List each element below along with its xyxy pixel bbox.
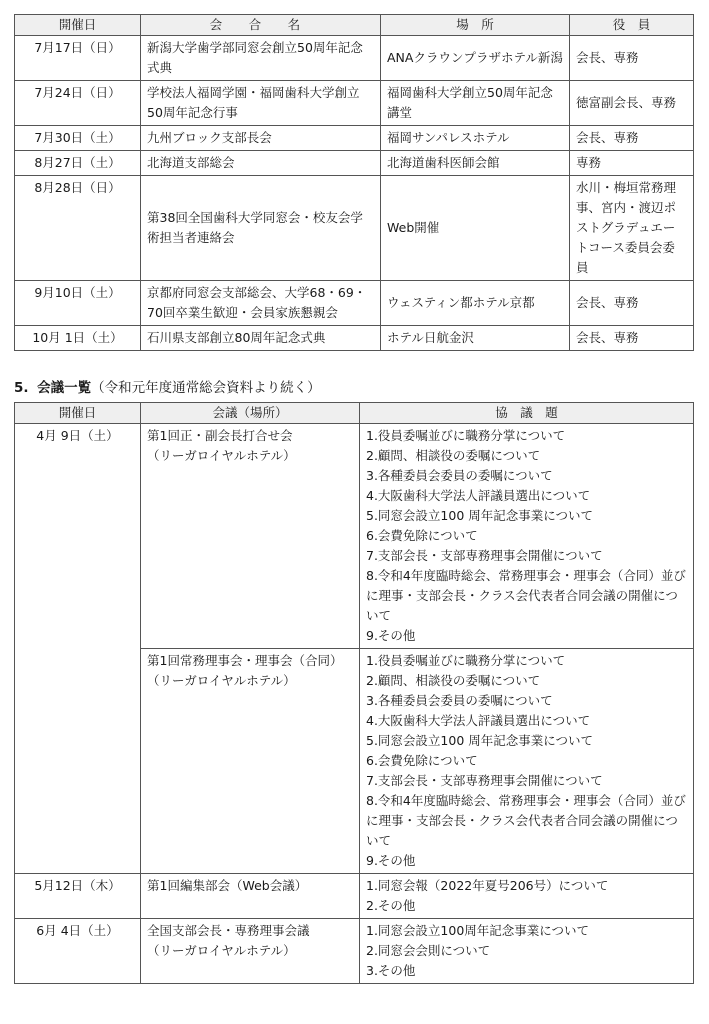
schedule-date: 8月27日（土） [15, 151, 141, 176]
agenda-cell [360, 919, 694, 984]
agenda-item: 1.役員委嘱並びに職務分掌について [366, 428, 566, 443]
schedule-row [15, 176, 694, 281]
schedule-row [15, 36, 694, 81]
meeting-name-cell [141, 874, 360, 919]
agenda-item: 5.同窓会設立100 周年記念事業について [366, 508, 594, 523]
meeting-name: 第1回編集部会（Web会議） [147, 878, 308, 893]
schedule-place: Web開催 [381, 176, 570, 281]
agenda-item: 6.会費免除について [366, 528, 478, 543]
meeting-name: 第1回正・副会長打合せ会 [147, 428, 293, 443]
agenda-item: 2.その他 [366, 898, 416, 913]
agenda-item: 1.役員委嘱並びに職務分掌について [366, 653, 566, 668]
meeting-row [15, 424, 694, 649]
agenda-item: 9.その他 [366, 628, 416, 643]
agenda-item: 3.各種委員会委員の委嘱について [366, 468, 553, 483]
schedule-place: ホテル日航金沢 [381, 326, 570, 351]
schedule-place: 福岡サンパレスホテル [381, 126, 570, 151]
schedule-row [15, 326, 694, 351]
schedule-place: ウェスティン都ホテル京都 [381, 281, 570, 326]
agenda-item: 2.同窓会会則について [366, 943, 491, 958]
meeting-venue: （リーガロイヤルホテル） [147, 943, 296, 958]
schedule-meeting: 新潟大学歯学部同窓会創立50周年記念式典 [141, 36, 381, 81]
agenda-cell [360, 649, 694, 874]
meetings-header-row [15, 403, 694, 424]
schedule-row [15, 281, 694, 326]
agenda-item: 3.各種委員会委員の委嘱について [366, 693, 553, 708]
meeting-date: 4月 9日（土） [15, 424, 141, 874]
agenda-item: 7.支部会長・支部専務理事会開催について [366, 773, 603, 788]
schedule-date: 7月30日（土） [15, 126, 141, 151]
schedule-date: 9月10日（土） [15, 281, 141, 326]
section-note: （令和元年度通常総会資料より続く） [91, 380, 321, 396]
schedule-row [15, 126, 694, 151]
meeting-row [15, 919, 694, 984]
schedule-meeting: 九州ブロック支部長会 [141, 126, 381, 151]
agenda-item: 8.令和4年度臨時総会、常務理事会・理事会（合同）並びに理事・支部会長・クラス会代表者合同会議の開催について [366, 568, 686, 623]
schedule-header-row [15, 15, 694, 36]
meeting-name-cell [141, 424, 360, 649]
meetings-table [14, 402, 694, 984]
section-heading [14, 378, 321, 398]
schedule-date: 8月28日（日） [15, 176, 141, 281]
schedule-row [15, 151, 694, 176]
schedule-officers: 徳富副会長、専務 [570, 81, 694, 126]
schedule-row [15, 81, 694, 126]
schedule-meeting: 第38回全国歯科大学同窓会・校友会学術担当者連絡会 [141, 176, 381, 281]
schedule-date: 10月 1日（土） [15, 326, 141, 351]
meeting-venue: （リーガロイヤルホテル） [147, 448, 296, 463]
agenda-item: 6.会費免除について [366, 753, 478, 768]
agenda-item: 2.顧問、相談役の委嘱について [366, 448, 541, 463]
header-officers: 役 員 [570, 15, 694, 36]
schedule-officers: 水川・梅垣常務理事、宮内・渡辺ポストグラデュエートコース委員会委員 [570, 176, 694, 281]
header-place: 場 所 [381, 15, 570, 36]
agenda-item: 8.令和4年度臨時総会、常務理事会・理事会（合同）並びに理事・支部会長・クラス会代表者合同会議の開催について [366, 793, 686, 848]
agenda-item: 3.その他 [366, 963, 416, 978]
meetings-body [15, 424, 694, 984]
header-date: 開催日 [15, 15, 141, 36]
header-agenda: 協 議 題 [360, 403, 694, 424]
schedule-meeting: 学校法人福岡学園・福岡歯科大学創立50周年記念行事 [141, 81, 381, 126]
schedule-body [15, 36, 694, 351]
schedule-officers: 会長、専務 [570, 126, 694, 151]
meeting-date: 6月 4日（土） [15, 919, 141, 984]
agenda-cell [360, 874, 694, 919]
schedule-officers: 会長、専務 [570, 326, 694, 351]
agenda-item: 1.同窓会設立100周年記念事業について [366, 923, 590, 938]
agenda-item: 2.顧問、相談役の委嘱について [366, 673, 541, 688]
officer-schedule-table [14, 14, 694, 351]
schedule-place: 北海道歯科医師会館 [381, 151, 570, 176]
agenda-cell [360, 424, 694, 649]
meeting-row [15, 874, 694, 919]
schedule-meeting: 北海道支部総会 [141, 151, 381, 176]
schedule-meeting: 京都府同窓会支部総会、大学68・69・70回卒業生歓迎・会員家族懇親会 [141, 281, 381, 326]
meeting-venue: （リーガロイヤルホテル） [147, 673, 296, 688]
schedule-date: 7月24日（日） [15, 81, 141, 126]
schedule-meeting: 石川県支部創立80周年記念式典 [141, 326, 381, 351]
agenda-item: 4.大阪歯科大学法人評議員選出について [366, 713, 591, 728]
meeting-name-cell [141, 919, 360, 984]
header-date: 開催日 [15, 403, 141, 424]
meeting-name: 全国支部会長・専務理事会議 [147, 923, 310, 938]
section-number: 5. [14, 380, 29, 396]
agenda-item: 1.同窓会報（2022年夏号206号）について [366, 878, 609, 893]
header-meeting-venue: 会議（場所） [141, 403, 360, 424]
schedule-place: 福岡歯科大学創立50周年記念講堂 [381, 81, 570, 126]
meeting-date: 5月12日（木） [15, 874, 141, 919]
agenda-item: 7.支部会長・支部専務理事会開催について [366, 548, 603, 563]
schedule-date: 7月17日（日） [15, 36, 141, 81]
schedule-officers: 専務 [570, 151, 694, 176]
schedule-place: ANAクラウンプラザホテル新潟 [381, 36, 570, 81]
header-meeting: 会 合 名 [141, 15, 381, 36]
agenda-item: 9.その他 [366, 853, 416, 868]
section-title: 会議一覧 [37, 380, 92, 396]
schedule-officers: 会長、専務 [570, 281, 694, 326]
meeting-name: 第1回常務理事会・理事会（合同） [147, 653, 343, 668]
agenda-item: 5.同窓会設立100 周年記念事業について [366, 733, 594, 748]
agenda-item: 4.大阪歯科大学法人評議員選出について [366, 488, 591, 503]
schedule-officers: 会長、専務 [570, 36, 694, 81]
meeting-name-cell [141, 649, 360, 874]
